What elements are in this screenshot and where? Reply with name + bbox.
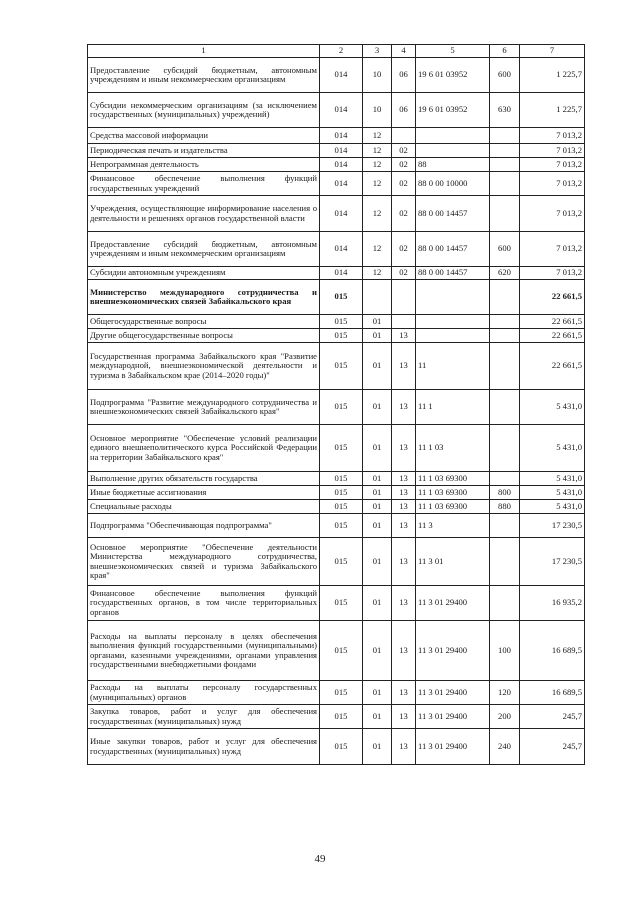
amount-cell: 22 661,5: [520, 343, 585, 390]
row-name-cell: Иные закупки товаров, работ и услуг для обеспечения государственных (муниципальных) нужд: [88, 729, 320, 765]
ministry-code-cell: 015: [320, 500, 363, 514]
row-name-cell: Предоставление субсидий бюджетным, автономным учреждениям и иным некоммерческим организациям: [88, 232, 320, 267]
table-row: [88, 267, 585, 280]
table-row: [88, 425, 585, 472]
ministry-code-cell: 014: [320, 232, 363, 267]
expense-type-cell: [490, 280, 520, 315]
budget-table: [87, 44, 585, 765]
table-row: [88, 280, 585, 315]
table-row: [88, 486, 585, 500]
ministry-code-cell: 015: [320, 705, 363, 729]
page-number: 49: [314, 853, 326, 865]
expense-type-cell: 880: [490, 500, 520, 514]
section-cell: 01: [363, 586, 392, 621]
subsection-cell: 06: [392, 58, 416, 93]
row-name-cell: Субсидии некоммерческим организациям (за исключением государственных (муниципальных) учреждений): [88, 93, 320, 128]
amount-cell: 22 661,5: [520, 329, 585, 343]
header-cell: 7: [520, 45, 585, 58]
header-cell: 5: [416, 45, 490, 58]
expense-type-cell: [490, 343, 520, 390]
target-article-cell: 11 3 01 29400: [416, 729, 490, 765]
row-name-cell: Выполнение других обязательств государства: [88, 472, 320, 486]
row-name-cell: Общегосударственные вопросы: [88, 315, 320, 329]
amount-cell: 17 230,5: [520, 538, 585, 586]
expense-type-cell: [490, 538, 520, 586]
expense-type-cell: 620: [490, 267, 520, 280]
table-row: [88, 500, 585, 514]
amount-cell: 245,7: [520, 705, 585, 729]
target-article-cell: 88 0 00 14457: [416, 232, 490, 267]
table-row: [88, 315, 585, 329]
expense-type-cell: [490, 514, 520, 538]
subsection-cell: 13: [392, 329, 416, 343]
subsection-cell: 02: [392, 232, 416, 267]
target-article-cell: 11 1 03 69300: [416, 500, 490, 514]
target-article-cell: [416, 280, 490, 315]
subsection-cell: 13: [392, 500, 416, 514]
row-name-cell: Основное мероприятие "Обеспечение деятельности Министерства международного сотрудничества, внешнеэкономических связей и туризма Забайкальского края": [88, 538, 320, 586]
section-cell: 12: [363, 128, 392, 144]
amount-cell: 7 013,2: [520, 232, 585, 267]
expense-type-cell: [490, 158, 520, 172]
amount-cell: 7 013,2: [520, 196, 585, 232]
amount-cell: 5 431,0: [520, 425, 585, 472]
expense-type-cell: [490, 390, 520, 425]
amount-cell: 17 230,5: [520, 514, 585, 538]
subsection-cell: 02: [392, 158, 416, 172]
ministry-code-cell: 014: [320, 93, 363, 128]
row-name-cell: Государственная программа Забайкальского края "Развитие международной, внешнеэкономической деятельности и туризма в Забайкальском крае (2014–2020 годы)": [88, 343, 320, 390]
target-article-cell: 11 3 01: [416, 538, 490, 586]
table-row: [88, 343, 585, 390]
expense-type-cell: 600: [490, 58, 520, 93]
amount-cell: 5 431,0: [520, 390, 585, 425]
amount-cell: 1 225,7: [520, 58, 585, 93]
ministry-code-cell: 015: [320, 681, 363, 705]
ministry-code-cell: 014: [320, 172, 363, 196]
amount-cell: 5 431,0: [520, 500, 585, 514]
ministry-code-cell: 015: [320, 425, 363, 472]
amount-cell: 22 661,5: [520, 280, 585, 315]
table-row: [88, 514, 585, 538]
row-name-cell: Закупка товаров, работ и услуг для обеспечения государственных (муниципальных) нужд: [88, 705, 320, 729]
section-cell: 12: [363, 158, 392, 172]
row-name-cell: Министерство международного сотрудничества и внешнеэкономических связей Забайкальского края: [88, 280, 320, 315]
ministry-code-cell: 014: [320, 158, 363, 172]
target-article-cell: [416, 144, 490, 158]
expense-type-cell: [490, 329, 520, 343]
section-cell: 01: [363, 486, 392, 500]
amount-cell: 7 013,2: [520, 267, 585, 280]
section-cell: 01: [363, 315, 392, 329]
ministry-code-cell: 015: [320, 621, 363, 681]
amount-cell: 7 013,2: [520, 172, 585, 196]
amount-cell: 22 661,5: [520, 315, 585, 329]
section-cell: [363, 280, 392, 315]
header-cell: 2: [320, 45, 363, 58]
section-cell: 01: [363, 390, 392, 425]
subsection-cell: 13: [392, 343, 416, 390]
section-cell: 10: [363, 58, 392, 93]
expense-type-cell: 240: [490, 729, 520, 765]
ministry-code-cell: 015: [320, 329, 363, 343]
target-article-cell: 11 1: [416, 390, 490, 425]
table-row: [88, 232, 585, 267]
expense-type-cell: [490, 172, 520, 196]
ministry-code-cell: 015: [320, 280, 363, 315]
row-name-cell: Финансовое обеспечение выполнения функций государственных учреждений: [88, 172, 320, 196]
subsection-cell: 13: [392, 514, 416, 538]
amount-cell: 16 935,2: [520, 586, 585, 621]
header-cell: 3: [363, 45, 392, 58]
expense-type-cell: [490, 472, 520, 486]
target-article-cell: 11 3 01 29400: [416, 586, 490, 621]
target-article-cell: 11: [416, 343, 490, 390]
subsection-cell: 13: [392, 729, 416, 765]
expense-type-cell: 200: [490, 705, 520, 729]
expense-type-cell: 120: [490, 681, 520, 705]
amount-cell: 7 013,2: [520, 144, 585, 158]
header-cell: 1: [88, 45, 320, 58]
subsection-cell: 13: [392, 486, 416, 500]
table-row: [88, 705, 585, 729]
amount-cell: 7 013,2: [520, 128, 585, 144]
row-name-cell: Подпрограмма "Обеспечивающая подпрограмма": [88, 514, 320, 538]
target-article-cell: 88 0 00 14457: [416, 267, 490, 280]
expense-type-cell: [490, 144, 520, 158]
header-cell: 6: [490, 45, 520, 58]
section-cell: 01: [363, 705, 392, 729]
section-cell: 12: [363, 267, 392, 280]
table-row: [88, 93, 585, 128]
expense-type-cell: [490, 128, 520, 144]
row-name-cell: Расходы на выплаты персоналу в целях обеспечения выполнения функций государственными (муниципальными) органами, казенными учреждениями, органами управления государственными внебюджетными фондами: [88, 621, 320, 681]
expense-type-cell: [490, 425, 520, 472]
subsection-cell: 13: [392, 472, 416, 486]
table-row: [88, 681, 585, 705]
ministry-code-cell: 015: [320, 315, 363, 329]
header-cell: 4: [392, 45, 416, 58]
target-article-cell: 19 6 01 03952: [416, 93, 490, 128]
subsection-cell: 13: [392, 390, 416, 425]
table-row: [88, 472, 585, 486]
target-article-cell: 88 0 00 14457: [416, 196, 490, 232]
section-cell: 01: [363, 472, 392, 486]
ministry-code-cell: 014: [320, 128, 363, 144]
ministry-code-cell: 014: [320, 144, 363, 158]
table-row: [88, 196, 585, 232]
row-name-cell: Расходы на выплаты персоналу государственных (муниципальных) органов: [88, 681, 320, 705]
subsection-cell: 13: [392, 681, 416, 705]
table-row: [88, 538, 585, 586]
subsection-cell: 02: [392, 267, 416, 280]
subsection-cell: [392, 315, 416, 329]
table-row: [88, 128, 585, 144]
expense-type-cell: 800: [490, 486, 520, 500]
ministry-code-cell: 015: [320, 514, 363, 538]
expense-type-cell: [490, 586, 520, 621]
section-cell: 01: [363, 500, 392, 514]
subsection-cell: 02: [392, 172, 416, 196]
target-article-cell: 11 1 03: [416, 425, 490, 472]
table-row: [88, 144, 585, 158]
target-article-cell: [416, 329, 490, 343]
row-name-cell: Учреждения, осуществляющие информирование населения о деятельности и решениях органов государственной власти: [88, 196, 320, 232]
row-name-cell: Иные бюджетные ассигнования: [88, 486, 320, 500]
expense-type-cell: 630: [490, 93, 520, 128]
ministry-code-cell: 015: [320, 538, 363, 586]
subsection-cell: 13: [392, 586, 416, 621]
ministry-code-cell: 014: [320, 58, 363, 93]
target-article-cell: 11 3 01 29400: [416, 681, 490, 705]
ministry-code-cell: 014: [320, 196, 363, 232]
amount-cell: 1 225,7: [520, 93, 585, 128]
amount-cell: 245,7: [520, 729, 585, 765]
expense-type-cell: [490, 196, 520, 232]
section-cell: 01: [363, 729, 392, 765]
ministry-code-cell: 015: [320, 472, 363, 486]
subsection-cell: 02: [392, 196, 416, 232]
amount-cell: 16 689,5: [520, 621, 585, 681]
section-cell: 01: [363, 681, 392, 705]
subsection-cell: 13: [392, 705, 416, 729]
table-row: [88, 172, 585, 196]
ministry-code-cell: 015: [320, 586, 363, 621]
row-name-cell: Непрограммная деятельность: [88, 158, 320, 172]
table-row: [88, 621, 585, 681]
row-name-cell: Финансовое обеспечение выполнения функций государственных органов, в том числе территориальных органов: [88, 586, 320, 621]
section-cell: 12: [363, 144, 392, 158]
row-name-cell: Субсидии автономным учреждениям: [88, 267, 320, 280]
section-cell: 10: [363, 93, 392, 128]
amount-cell: 16 689,5: [520, 681, 585, 705]
expense-type-cell: 600: [490, 232, 520, 267]
ministry-code-cell: 015: [320, 729, 363, 765]
row-name-cell: Средства массовой информации: [88, 128, 320, 144]
subsection-cell: [392, 128, 416, 144]
section-cell: 12: [363, 232, 392, 267]
table-row: [88, 729, 585, 765]
target-article-cell: 11 3: [416, 514, 490, 538]
target-article-cell: 11 1 03 69300: [416, 472, 490, 486]
ministry-code-cell: 015: [320, 343, 363, 390]
section-cell: 01: [363, 329, 392, 343]
row-name-cell: Предоставление субсидий бюджетным, автономным учреждениям и иным некоммерческим организациям: [88, 58, 320, 93]
subsection-cell: [392, 280, 416, 315]
target-article-cell: 19 6 01 03952: [416, 58, 490, 93]
table-row: [88, 58, 585, 93]
expense-type-cell: [490, 315, 520, 329]
header-row: [88, 45, 585, 58]
subsection-cell: 13: [392, 425, 416, 472]
section-cell: 12: [363, 196, 392, 232]
amount-cell: 5 431,0: [520, 472, 585, 486]
target-article-cell: 11 3 01 29400: [416, 705, 490, 729]
table-body: [88, 58, 585, 765]
subsection-cell: 06: [392, 93, 416, 128]
table-row: [88, 390, 585, 425]
section-cell: 01: [363, 538, 392, 586]
target-article-cell: 88 0 00 10000: [416, 172, 490, 196]
table-row: [88, 158, 585, 172]
row-name-cell: Основное мероприятие "Обеспечение условий реализации единого внешнеполитического курса Российской Федерации на территории Забайкальского края": [88, 425, 320, 472]
ministry-code-cell: 015: [320, 390, 363, 425]
target-article-cell: [416, 128, 490, 144]
amount-cell: 5 431,0: [520, 486, 585, 500]
target-article-cell: [416, 315, 490, 329]
section-cell: 01: [363, 343, 392, 390]
subsection-cell: 13: [392, 538, 416, 586]
ministry-code-cell: 014: [320, 267, 363, 280]
row-name-cell: Периодическая печать и издательства: [88, 144, 320, 158]
amount-cell: 7 013,2: [520, 158, 585, 172]
section-cell: 01: [363, 621, 392, 681]
target-article-cell: 11 3 01 29400: [416, 621, 490, 681]
row-name-cell: Подпрограмма "Развитие международного сотрудничества и внешнеэкономических связей Забайкальского края": [88, 390, 320, 425]
section-cell: 01: [363, 425, 392, 472]
ministry-code-cell: 015: [320, 486, 363, 500]
row-name-cell: Другие общегосударственные вопросы: [88, 329, 320, 343]
target-article-cell: 11 1 03 69300: [416, 486, 490, 500]
section-cell: 01: [363, 514, 392, 538]
target-article-cell: 88: [416, 158, 490, 172]
section-cell: 12: [363, 172, 392, 196]
table-row: [88, 329, 585, 343]
row-name-cell: Специальные расходы: [88, 500, 320, 514]
table-row: [88, 586, 585, 621]
expense-type-cell: 100: [490, 621, 520, 681]
subsection-cell: 02: [392, 144, 416, 158]
subsection-cell: 13: [392, 621, 416, 681]
